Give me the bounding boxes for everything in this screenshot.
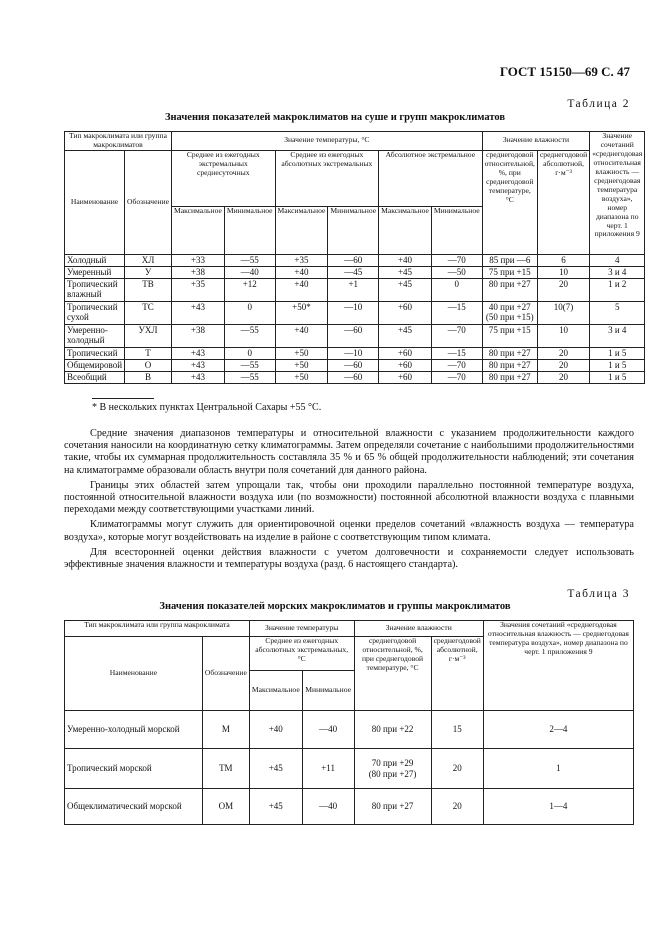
table3-cell-rh-line1: 70 при +29 (371, 758, 414, 769)
table3-row (65, 711, 634, 749)
table3-cell-name: Тропический морской (65, 749, 203, 789)
table2-cell-comb: 4 (590, 254, 645, 266)
table3-cell-code: М (202, 711, 249, 749)
table2-cell-code: ТС (125, 301, 172, 324)
paragraph: Границы этих областей затем упрощали так, чтобы они проходили параллельно постоянной температуре воздуха, постоянной относительной влажности воздуха или (по возможности) постоянной абсолютной влажности воздуха с плавными переходами между соответствующими участками линий. (64, 479, 634, 516)
table2-header-max-1: Максимальное (172, 206, 225, 254)
table3-cell-comb: 2—4 (483, 711, 633, 749)
table2-header-mean-extremes: Среднее из ежегодных экстремальных среднесуточных (172, 150, 276, 206)
table2-header-designation: Обозначение (125, 150, 172, 254)
table2-cell: +45 (379, 324, 432, 347)
table2-header-temperature: Значение температуры, °С (172, 132, 483, 151)
table2-cell-ah: 20 (537, 371, 589, 383)
table2-cell: —70 (431, 324, 482, 347)
table3-header-abs-humidity: среднегодовой абсолютной, г·м⁻³ (431, 637, 483, 711)
table2-cell: +38 (172, 324, 225, 347)
table2-header-max-2: Максимальное (275, 206, 328, 254)
table2-cell-name: Умеренно-холодный (65, 324, 125, 347)
table2-cell: +50* (275, 301, 328, 324)
table2-cell: +50 (275, 347, 328, 359)
table2-cell: +45 (379, 278, 432, 301)
table2-row (65, 347, 645, 359)
table2-cell: —50 (431, 266, 482, 278)
table2-cell: +60 (379, 359, 432, 371)
table2-cell: +33 (172, 254, 225, 266)
table2-cell-rh: 80 при +27 (482, 359, 537, 371)
table2-cell-name: Общемировой (65, 359, 125, 371)
table2-cell: —55 (224, 324, 275, 347)
table2-header-combinations: Значение сочетаний «среднегодовая относительная влажность — среднегодовая температура воздуха», номер диапазона по черт. 1 приложения 9 (590, 132, 645, 255)
table2-header-min-1: Минимальное (224, 206, 275, 254)
paragraph: Климатограммы могут служить для ориентировочной оценки пределов сочетаний «влажность воздуха — температура воздуха», которые могут воздействовать на изделие в районе с соответствующим типом климата. (64, 519, 634, 543)
table2-cell: —15 (431, 301, 482, 324)
table2-cell-name: Тропический влажный (65, 278, 125, 301)
table3-cell-comb: 1 (483, 749, 633, 789)
table3-cell-name: Умеренно-холодный морской (65, 711, 203, 749)
table2-title: Значения показателей макроклиматов на суше и групп макроклиматов (164, 112, 506, 123)
table3-cell-max: +45 (249, 789, 302, 825)
table2-cell-comb: 1 и 5 (590, 359, 645, 371)
table2-cell: —15 (431, 347, 482, 359)
table2-cell: +45 (379, 266, 432, 278)
table2-cell: +1 (328, 278, 379, 301)
table2-cell: +43 (172, 359, 225, 371)
table2-cell-name: Тропический (65, 347, 125, 359)
table3-cell-comb: 1—4 (483, 789, 633, 825)
table2-cell-comb: 3 и 4 (590, 266, 645, 278)
table3-header-type: Тип макроклимата или группа макроклимата (65, 621, 250, 637)
table2-header-type: Тип макроклимата или группа макроклиматов (65, 132, 172, 151)
table2-cell-ah: 20 (537, 347, 589, 359)
table2-cell: +40 (275, 266, 328, 278)
table2-header-absolute-extreme: Абсолютное экстремальное (379, 150, 483, 206)
table3-cell-ah: 15 (431, 711, 483, 749)
table3-number: Таблица 3 (567, 588, 630, 600)
table2-header-name: Наименование (65, 150, 125, 254)
table2-cell-rh (482, 301, 537, 324)
table3-cell-max: +45 (249, 749, 302, 789)
table3-cell-rh (354, 749, 431, 789)
table2-cell-ah: 20 (537, 359, 589, 371)
table2-header-rel-humidity: среднегодовой относительной, %, при среднегодовой температуре, °С (482, 150, 537, 254)
table3-header-name: Наименование (65, 637, 203, 711)
table2-cell-ah: 10 (537, 324, 589, 347)
table2-cell: 0 (224, 347, 275, 359)
table2-cell: +35 (172, 278, 225, 301)
paragraph: Средние значения диапазонов температуры и относительной влажности с указанием продолжительности каждого сочетания наносили на координатную сетку климатограммы. Затем определяли сочетание с наибольшими продолжительностями такие, чтобы их суммарная продолжительность составляла 35 % и 65 % общей продолжительности наблюдений; эти сочетания на климатограмме образовали область внутри поля сочетаний для данного района. (64, 428, 634, 476)
table2-cell-rh: 80 при +27 (482, 371, 537, 383)
table2-cell: +35 (275, 254, 328, 266)
table2-cell: —45 (328, 266, 379, 278)
table2-cell-name: Тропический сухой (65, 301, 125, 324)
table2-cell: 0 (431, 278, 482, 301)
table2-cell-code: В (125, 371, 172, 383)
table3-cell-code: ТМ (202, 749, 249, 789)
table2-header-min-2: Минимальное (328, 206, 379, 254)
table2-cell-rh: 80 при +27 (482, 278, 537, 301)
table2-cell-rh: 80 при +27 (482, 347, 537, 359)
table2-cell: —60 (328, 324, 379, 347)
table2-header-abs-humidity: среднегодовой абсолютной, г·м⁻³ (537, 150, 589, 254)
table2-cell: +12 (224, 278, 275, 301)
table3-cell-rh: 80 при +22 (354, 711, 431, 749)
table2-cell: +43 (172, 301, 225, 324)
table3-cell-rh: 80 при +27 (354, 789, 431, 825)
table3-cell-rh-line2: (80 при +27) (368, 768, 417, 779)
table2-cell: —70 (431, 359, 482, 371)
table3-header-humidity: Значение влажности (354, 621, 483, 637)
table2-cell: +43 (172, 371, 225, 383)
table2-cell: —55 (224, 371, 275, 383)
table2-cell: +60 (379, 301, 432, 324)
table3-cell-min: —40 (302, 789, 354, 825)
table2-header-min-3: Минимальное (431, 206, 482, 254)
table2-climate-land (64, 131, 645, 384)
table3-cell-min: —40 (302, 711, 354, 749)
table2-cell: +40 (275, 324, 328, 347)
table2-cell-code: У (125, 266, 172, 278)
table2-cell-code: УХЛ (125, 324, 172, 347)
table3-header-min: Минимальное (302, 671, 354, 711)
table3-header-rel-humidity: среднегодовой относительной, %, при среднегодовой температуре, °С (354, 637, 431, 711)
table2-cell: 0 (224, 301, 275, 324)
table2-cell: +50 (275, 371, 328, 383)
table2-cell-rh-line1: 40 при +27 (488, 301, 531, 312)
table2-cell-rh: 75 при +15 (482, 266, 537, 278)
table2-cell-code: Т (125, 347, 172, 359)
table3-header-combinations: Значения сочетаний «среднегодовая относительная влажность — среднегодовая температура воздуха», номер диапазона по черт. 1 приложения 9 (483, 621, 633, 711)
table2-row (65, 324, 645, 347)
table2-cell-comb: 1 и 5 (590, 347, 645, 359)
table2-cell: —55 (224, 359, 275, 371)
table2-cell-code: ХЛ (125, 254, 172, 266)
table3-cell-name: Общеклиматический морской (65, 789, 203, 825)
table2-row (65, 278, 645, 301)
table2-row (65, 254, 645, 266)
footnote-divider (92, 398, 154, 399)
table2-cell-rh-line2: (50 при +15) (485, 311, 534, 322)
table2-row (65, 371, 645, 383)
table2-cell: —60 (328, 254, 379, 266)
table2-cell-ah: 10 (537, 266, 589, 278)
table2-cell-name: Всеобщий (65, 371, 125, 383)
table2-cell: +40 (379, 254, 432, 266)
table2-cell-code: ТВ (125, 278, 172, 301)
table3-cell-ah: 20 (431, 749, 483, 789)
table2-cell-ah: 6 (537, 254, 589, 266)
table2-cell: +38 (172, 266, 225, 278)
table2-cell-comb: 3 и 4 (590, 324, 645, 347)
table2-cell-rh: 75 при +15 (482, 324, 537, 347)
table2-header-humidity: Значение влажности (482, 132, 590, 151)
table2-cell: —60 (328, 371, 379, 383)
table2-cell: —10 (328, 347, 379, 359)
table2-number: Таблица 2 (567, 98, 630, 110)
page-header: ГОСТ 15150—69 С. 47 (499, 64, 630, 79)
table2-cell: +60 (379, 371, 432, 383)
table2-cell: —60 (328, 359, 379, 371)
table3-row (65, 749, 634, 789)
table3-header-temperature: Значение температуры (249, 621, 354, 637)
table2-footnote: * В нескольких пунктах Центральной Сахары +55 °С. (92, 402, 322, 413)
table3-cell-ah: 20 (431, 789, 483, 825)
table2-cell-rh: 85 при —6 (482, 254, 537, 266)
table2-cell: —70 (431, 254, 482, 266)
table2-row (65, 301, 645, 324)
table2-cell-ah: 20 (537, 278, 589, 301)
table2-cell-ah: 10(7) (537, 301, 589, 324)
table2-cell-comb: 1 и 5 (590, 371, 645, 383)
table2-cell: +60 (379, 347, 432, 359)
table2-cell: —10 (328, 301, 379, 324)
table2-cell: —55 (224, 254, 275, 266)
table2-cell: +50 (275, 359, 328, 371)
table3-header-designation: Обозначение (202, 637, 249, 711)
table2-cell-name: Холодный (65, 254, 125, 266)
table2-cell-code: О (125, 359, 172, 371)
table2-cell: +40 (275, 278, 328, 301)
table3-cell-max: +40 (249, 711, 302, 749)
table2-cell-name: Умеренный (65, 266, 125, 278)
table3-header-max: Максимальное (249, 671, 302, 711)
table3-title: Значения показателей морских макроклиматов и группы макроклиматов (159, 601, 511, 612)
table3-cell-code: ОМ (202, 789, 249, 825)
table2-row (65, 266, 645, 278)
table2-header-max-3: Максимальное (379, 206, 432, 254)
paragraph: Для всесторонней оценки действия влажности с учетом долговечности и сохраняемости следует использовать эффективные значения влажности и температуры воздуха (разд. 6 настоящего стандарта). (64, 546, 634, 571)
table2-cell: +43 (172, 347, 225, 359)
table2-cell-comb: 5 (590, 301, 645, 324)
table2-cell: —40 (224, 266, 275, 278)
table2-cell: —70 (431, 371, 482, 383)
body-text (64, 428, 634, 574)
table2-cell-comb: 1 и 2 (590, 278, 645, 301)
table3-cell-min: +11 (302, 749, 354, 789)
table2-header-mean-absolute: Среднее из ежегодных абсолютных экстремальных (275, 150, 379, 206)
table3-climate-sea (64, 620, 634, 825)
table3-header-mean-absolute: Среднее из ежегодных абсолютных экстремальных, °С (249, 637, 354, 671)
table2-row (65, 359, 645, 371)
table3-row (65, 789, 634, 825)
